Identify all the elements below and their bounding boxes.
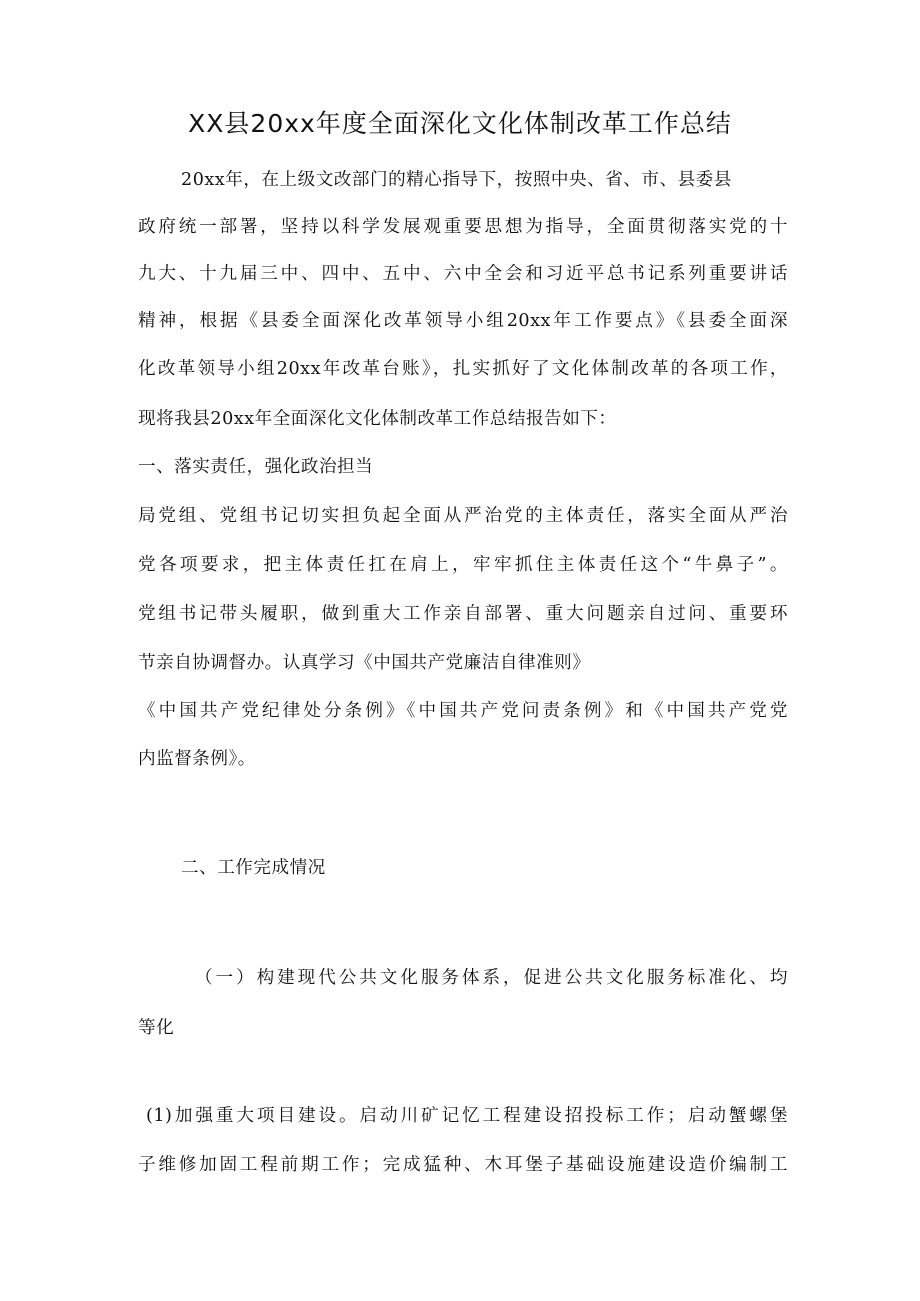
paragraph-line: 节亲自协调督办。认真学习《中国共产党廉洁自律准则》 [138, 653, 591, 673]
paragraph-line: 内监督条例》。 [138, 749, 256, 769]
paragraph-line: 政府统一部署，坚持以科学发展观重要思想为指导，全面贯彻落实党的十 [138, 217, 788, 237]
paragraph-line: 党各项要求，把主体责任扛在肩上，牢牢抓住主体责任这个“牛鼻子”。 [138, 555, 788, 575]
subsection-heading: 等化 [138, 1018, 175, 1038]
paragraph-line: 《中国共产党纪律处分条例》《中国共产党问责条例》和《中国共产党党 [138, 701, 788, 721]
paragraph-line: 子维修加固工程前期工作；完成猛种、木耳堡子基础设施建设造价编制工 [138, 1155, 788, 1175]
subsection-heading: （一）构建现代公共文化服务体系，促进公共文化服务标准化、均 [195, 968, 788, 988]
paragraph-line: 化改革领导小组20xx年改革台账》，扎实抓好了文化体制改革的各项工作， [138, 359, 788, 379]
paragraph-line: (1)加强重大项目建设。启动川矿记忆工程建设招投标工作；启动蟹螺堡 [146, 1106, 788, 1126]
paragraph-line: 精神，根据《县委全面深化改革领导小组20xx年工作要点》《县委全面深 [138, 311, 788, 331]
paragraph-line: 现将我县20xx年全面深化文化体制改革工作总结报告如下： [138, 409, 617, 429]
paragraph-line: 党组书记带头履职，做到重大工作亲自部署、重大问题亲自过问、重要环 [138, 604, 788, 624]
paragraph-line: 局党组、党组书记切实担负起全面从严治党的主体责任，落实全面从严治 [138, 506, 788, 526]
section-heading: 二、工作完成情况 [181, 858, 326, 878]
section-heading: 一、落实责任，强化政治担当 [138, 457, 374, 477]
paragraph-line: 20xx年，在上级文改部门的精心指导下，按照中央、省、市、县委县 [181, 170, 732, 190]
paragraph-line: 九大、十九届三中、四中、五中、六中全会和习近平总书记系列重要讲话 [138, 264, 788, 284]
document-title: XX县20xx年度全面深化文化体制改革工作总结 [188, 109, 732, 138]
